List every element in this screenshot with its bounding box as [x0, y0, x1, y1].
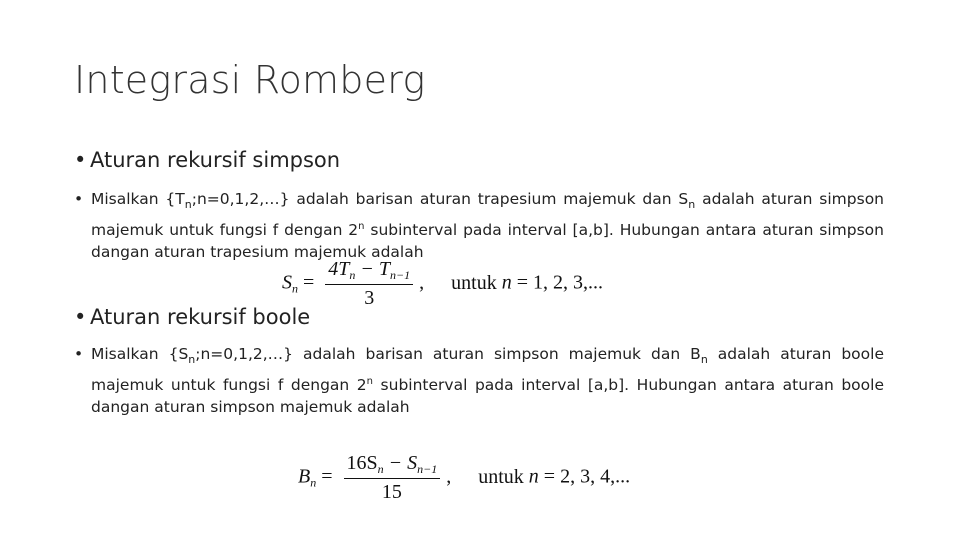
text-run: subinterval pada interval [a,b]. Hubungan antara aturan boole dangan aturan simpson majemuk adalah [91, 376, 884, 416]
formula-condition-values: = 1, 2, 3,... [511, 271, 603, 294]
subscript: n [688, 198, 696, 211]
numerator-term: − T [355, 258, 391, 280]
subscript: n [184, 198, 192, 211]
paragraph-simpson-text [91, 188, 884, 263]
text-run: ;n=0,1,2,…} adalah barisan aturan simpson majemuk dan B [195, 345, 701, 363]
formula-subscript: n [310, 475, 317, 490]
formula-subscript: n−1 [390, 268, 411, 282]
text-run: subinterval pada interval [a,b]. Hubungan antara aturan simpson dangan aturan trapesium majemuk adalah [91, 221, 884, 261]
heading-simpson-text: Aturan rekursif simpson [90, 148, 341, 172]
fraction-numerator [344, 452, 441, 479]
text-run: Misalkan {T [91, 190, 185, 208]
formula-lhs: B [298, 465, 311, 488]
formula-subscript: n−1 [417, 462, 438, 476]
subscript: n [700, 353, 708, 366]
superscript: n [358, 221, 365, 232]
formula-fraction [325, 258, 413, 310]
fraction-numerator [325, 258, 413, 285]
formula-condition-var: n [501, 271, 512, 294]
bullet-dot: • [74, 305, 87, 329]
formula-subscript: n [349, 268, 356, 282]
paragraph-boole [74, 343, 884, 418]
paragraph-simpson [74, 188, 884, 263]
paragraph-boole-text [91, 343, 884, 418]
formula-condition-word: untuk [451, 271, 497, 294]
fraction-denominator: 3 [364, 287, 375, 309]
formula-condition-values: = 2, 3, 4,... [538, 465, 631, 488]
numerator-term: 16S [346, 452, 378, 474]
bullet-dot: • [74, 345, 84, 363]
bullet-dot: • [74, 190, 84, 208]
numerator-term: − S [383, 452, 418, 474]
formula-simpson: $S_n$ = $\frac{4T_n - T_{n-1}}{3}$ , untuk n = 1, 2, 3,... [282, 258, 603, 309]
fraction-denominator: 15 [381, 481, 402, 503]
formula-condition-var: n [528, 465, 539, 488]
bullet-dot: • [74, 148, 87, 172]
formula-lhs: S [282, 271, 292, 294]
heading-simpson [74, 148, 340, 172]
text-run: adalah aturan simpson majemuk untuk fungsi f dengan 2 [91, 190, 885, 239]
formula-condition-word: untuk [478, 465, 524, 488]
text-run: ;n=0,1,2,…} adalah barisan aturan trapesium majemuk dan S [191, 190, 689, 208]
subscript: n [188, 353, 196, 366]
formula-subscript: n [292, 281, 298, 296]
slide-title: Integrasi Romberg [74, 58, 426, 102]
text-run: Misalkan {S [91, 345, 189, 363]
numerator-term: 4T [328, 258, 350, 280]
superscript: n [366, 376, 373, 387]
formula-boole: $B_n$ = $\frac{16S_n - S_{n-1}}{15}$ , untuk n = 2, 3, 4,... [298, 452, 631, 503]
heading-boole-text: Aturan rekursif boole [90, 305, 311, 329]
formula-fraction [344, 452, 441, 504]
text-run: adalah aturan boole majemuk untuk fungsi f dengan 2 [91, 345, 884, 394]
formula-subscript: n [377, 462, 384, 476]
heading-boole [74, 305, 310, 329]
